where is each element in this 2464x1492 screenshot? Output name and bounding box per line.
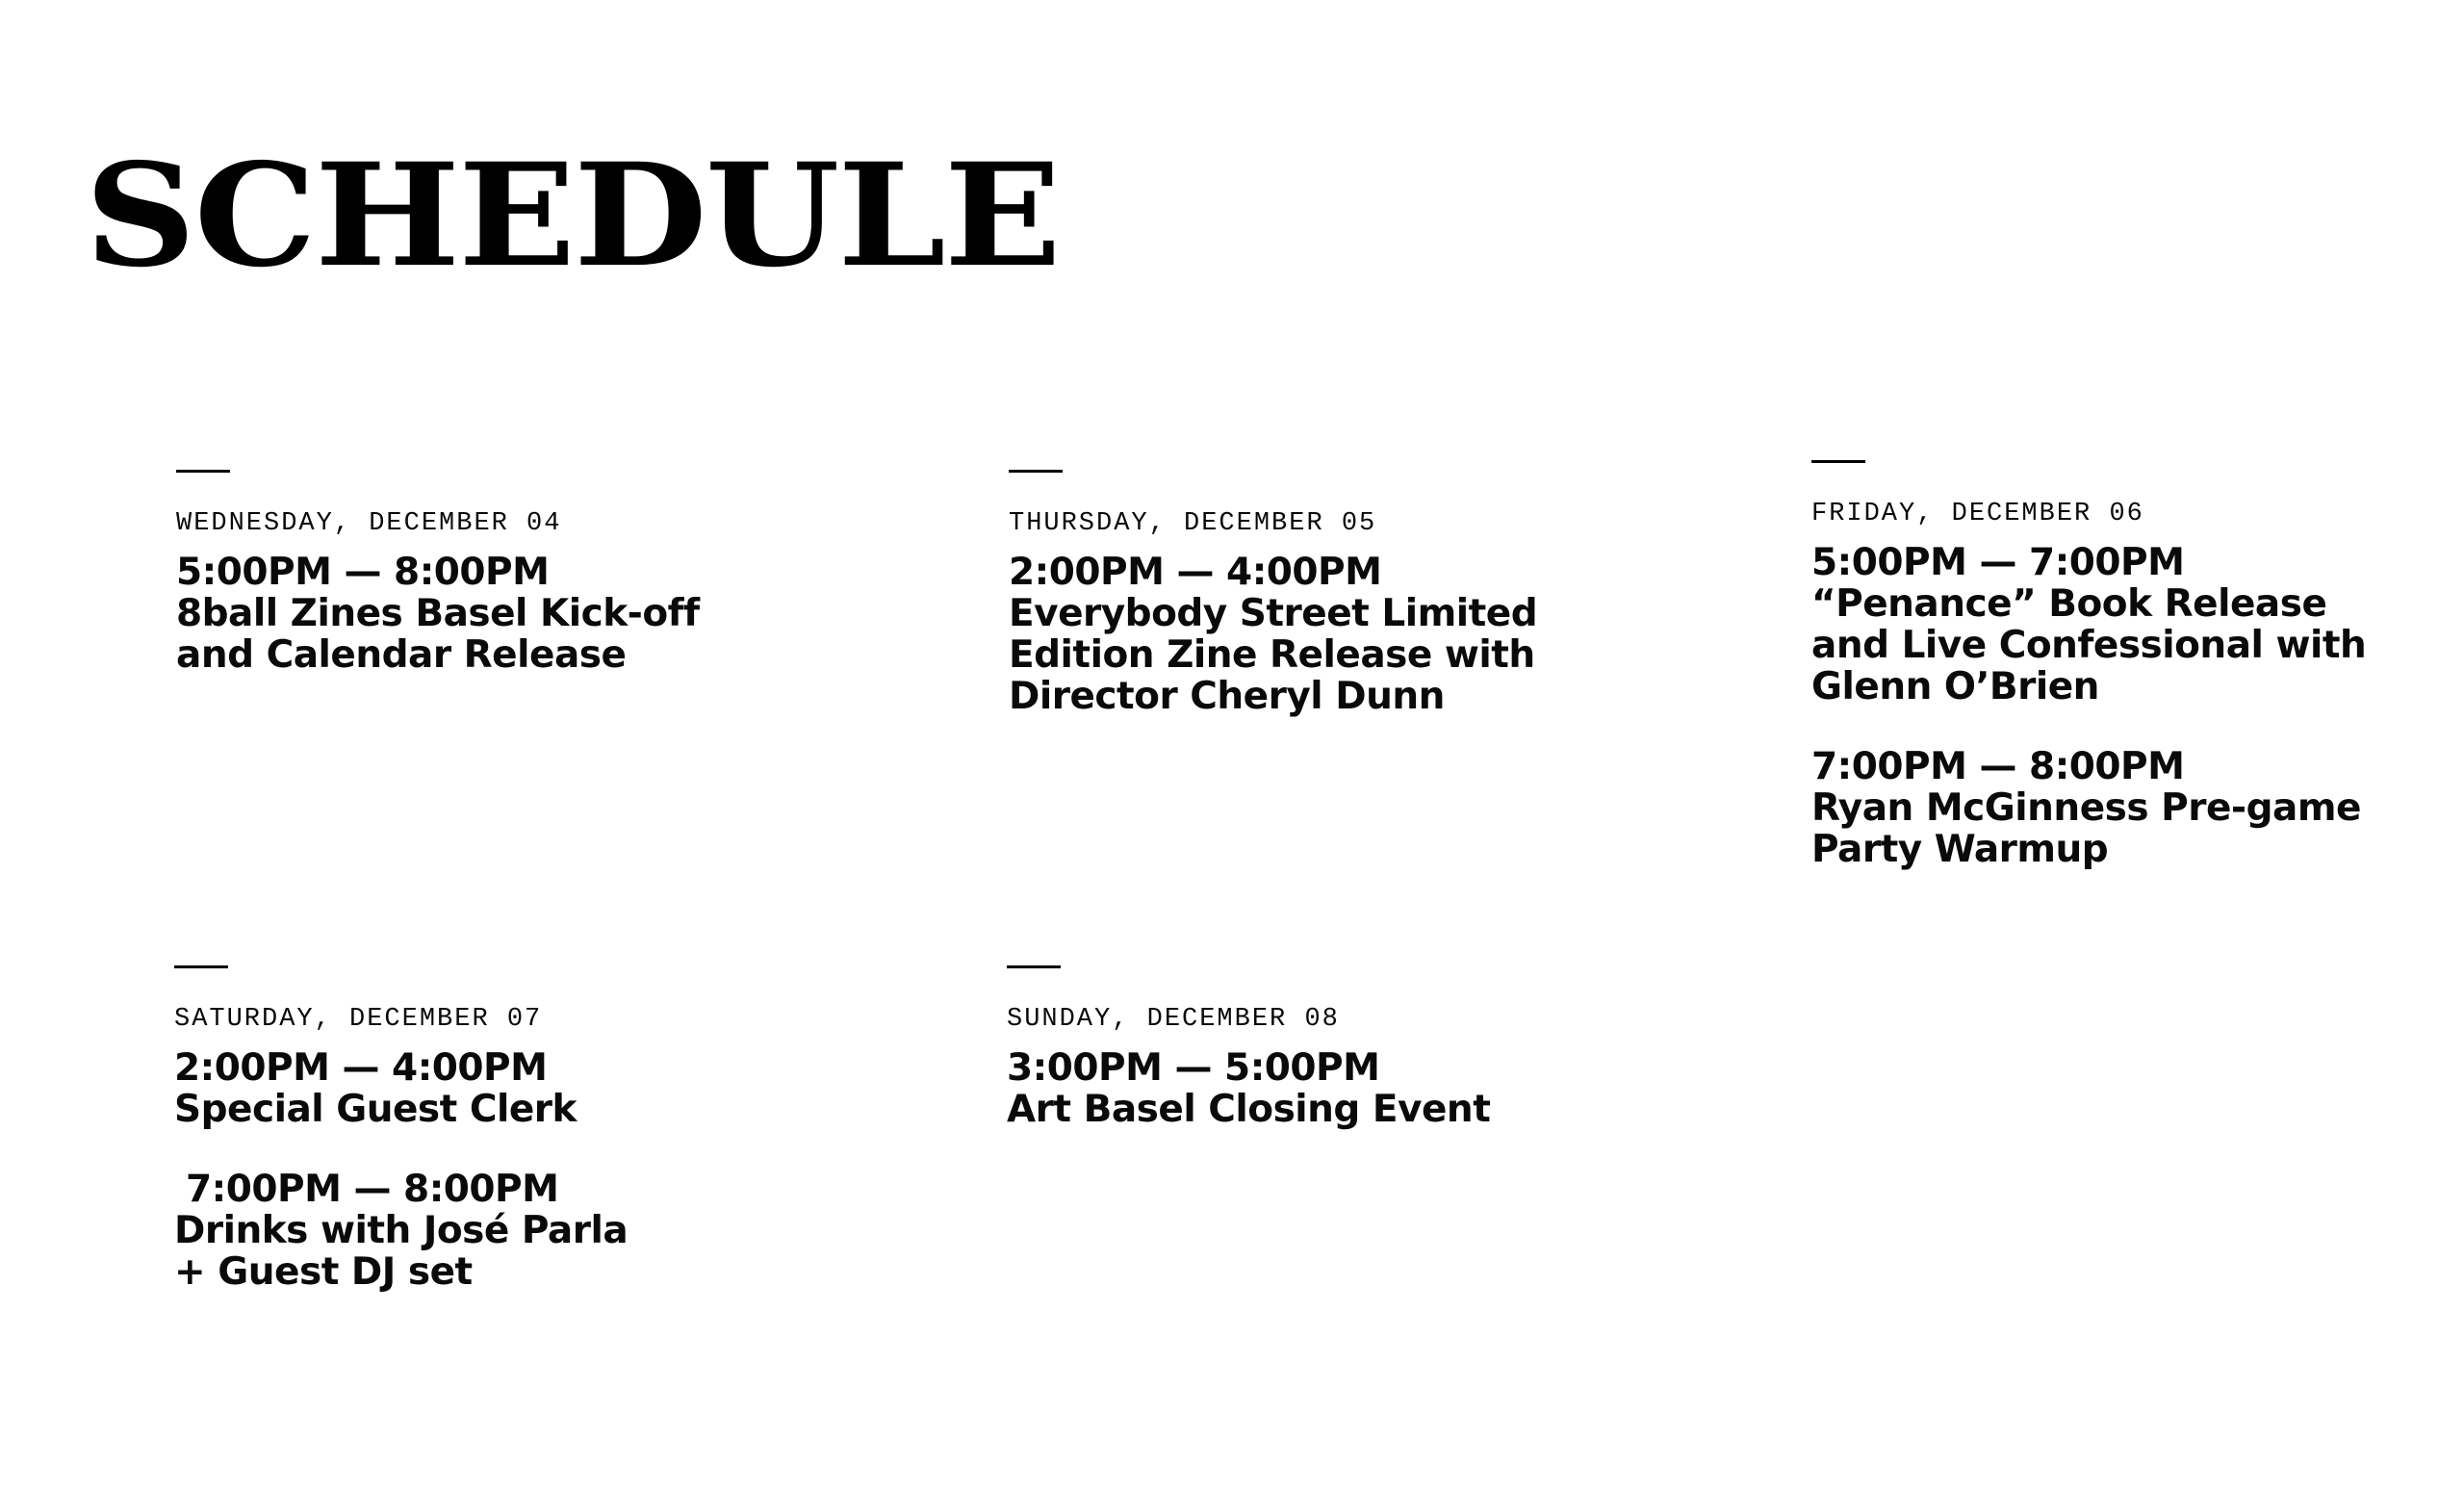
page-title: SCHEDULE	[85, 132, 1060, 299]
day-label: SUNDAY, DECEMBER 08	[1007, 1005, 1340, 1034]
day-sunday	[1007, 965, 1681, 1130]
event	[174, 1047, 848, 1130]
event-time: 7:00PM — 8:00PM	[1811, 745, 2185, 788]
event-title: Drinks with José Parla + Guest DJ set	[174, 1209, 629, 1294]
divider	[1811, 460, 1865, 463]
event-title: “Penance” Book Release and Live Confessional with Glenn O’Brien	[1811, 582, 2367, 708]
event	[176, 552, 850, 676]
event-title: 8ball Zines Basel Kick-off and Calendar Release	[176, 592, 700, 677]
event-time: 5:00PM — 7:00PM	[1811, 541, 2185, 584]
event-title: Special Guest Clerk	[174, 1088, 577, 1131]
day-saturday	[174, 965, 848, 1293]
event	[174, 1169, 848, 1293]
event	[1007, 1047, 1681, 1130]
event-time: 5:00PM — 8:00PM	[176, 551, 550, 594]
day-wednesday	[176, 470, 850, 676]
day-label: THURSDAY, DECEMBER 05	[1009, 509, 1377, 538]
divider	[1007, 965, 1061, 968]
event-title: Ryan McGinness Pre-game Party Warmup	[1811, 786, 2361, 871]
event-title: Art Basel Closing Event	[1007, 1088, 1491, 1131]
day-label: WEDNESDAY, DECEMBER 04	[176, 509, 562, 538]
event-time: 2:00PM — 4:00PM	[1009, 551, 1382, 594]
event-title: Everybody Street Limited Edition Zine Release with Director Cheryl Dunn	[1009, 592, 1538, 718]
day-thursday	[1009, 470, 1682, 717]
event	[1009, 552, 1682, 717]
day-friday	[1811, 460, 2464, 870]
event	[1811, 746, 2464, 870]
divider	[176, 470, 230, 473]
day-label: FRIDAY, DECEMBER 06	[1811, 500, 2144, 528]
event-time: 7:00PM — 8:00PM	[186, 1168, 559, 1211]
event-time: 3:00PM — 5:00PM	[1007, 1046, 1380, 1090]
event	[1811, 542, 2464, 707]
divider	[174, 965, 228, 968]
day-label: SATURDAY, DECEMBER 07	[174, 1005, 543, 1034]
divider	[1009, 470, 1063, 473]
event-time: 2:00PM — 4:00PM	[174, 1046, 548, 1090]
